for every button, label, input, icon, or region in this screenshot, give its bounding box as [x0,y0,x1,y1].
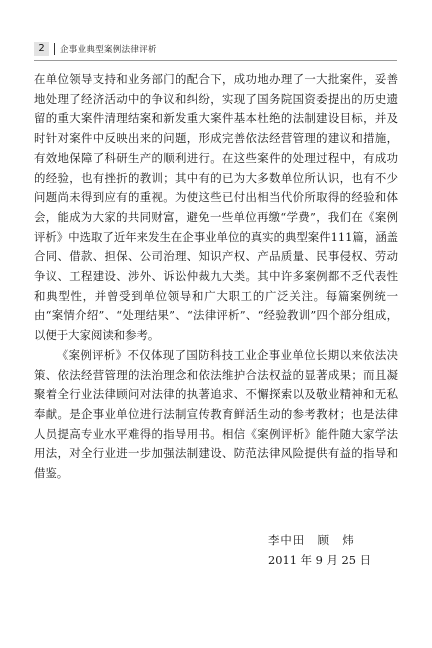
book-title: 企事业典型案例法律评析 [60,45,157,55]
header-divider [54,43,55,55]
author-signature: 李中田 顾 炜 [268,533,355,547]
paragraph-1: 在单位领导支持和业务部门的配合下，成功地办理了一大批案件，妥善地处理了经济活动中的争议和纠纷，实现了国务院国资委提出的历史遗留的重大案件清理结案和新发重大案件基本杜绝的法制建设目标，并及时针对案件中反映出来的问题，形成完善依法经营管理的建议和措施，有效地保障了科研生产的顺利进行。在这些案件的处理过程中，有成功的经验，也有挫折的教训；其中有的已为大多数单位所认识，也有不少问题尚未得到应有的重视。为使这些已付出相当代价所取得的经验和体会，能成为大家的共同财富，避免一些单位再缴“学费”，我们在《案例评析》中选取了近年来发生在企事业单位的真实的典型案件111篇，涵盖合同、借款、担保、公司治理、知识产权、产品质量、民事侵权、劳动争议、工程建设、涉外、诉讼仲裁九大类。其中许多案例都不乏代表性和典型性，并曾受到单位领导和广大职工的广泛关注。每篇案例统一由“案情介绍”、“处理结果”、“法律评析”、“经验教训”四个部分组成，以便于大家阅读和参考。 [34,72,398,343]
running-header [34,42,157,56]
page-number: 2 [34,42,49,56]
signature-date: 2011 年 9 月 25 日 [268,553,372,567]
header-rule [34,60,397,61]
preface-body [34,70,398,484]
paragraph-2: 《案例评析》不仅体现了国防科技工业企事业单位长期以来依法决策、依法经营管理的法治理念和依法维护合法权益的显著成果；而且凝聚着全行业法律顾问对法律的执著追求、不懈探索以及敬业精神和无私奉献。是企事业单位进行法制宣传教育鲜活生动的参考教材；也是法律人员提高专业水平难得的指导用书。相信《案例评析》能件随大家学法用法，对全行业进一步加强法制建设、防范法律风险提供有益的指导和借鉴。 [34,347,398,481]
